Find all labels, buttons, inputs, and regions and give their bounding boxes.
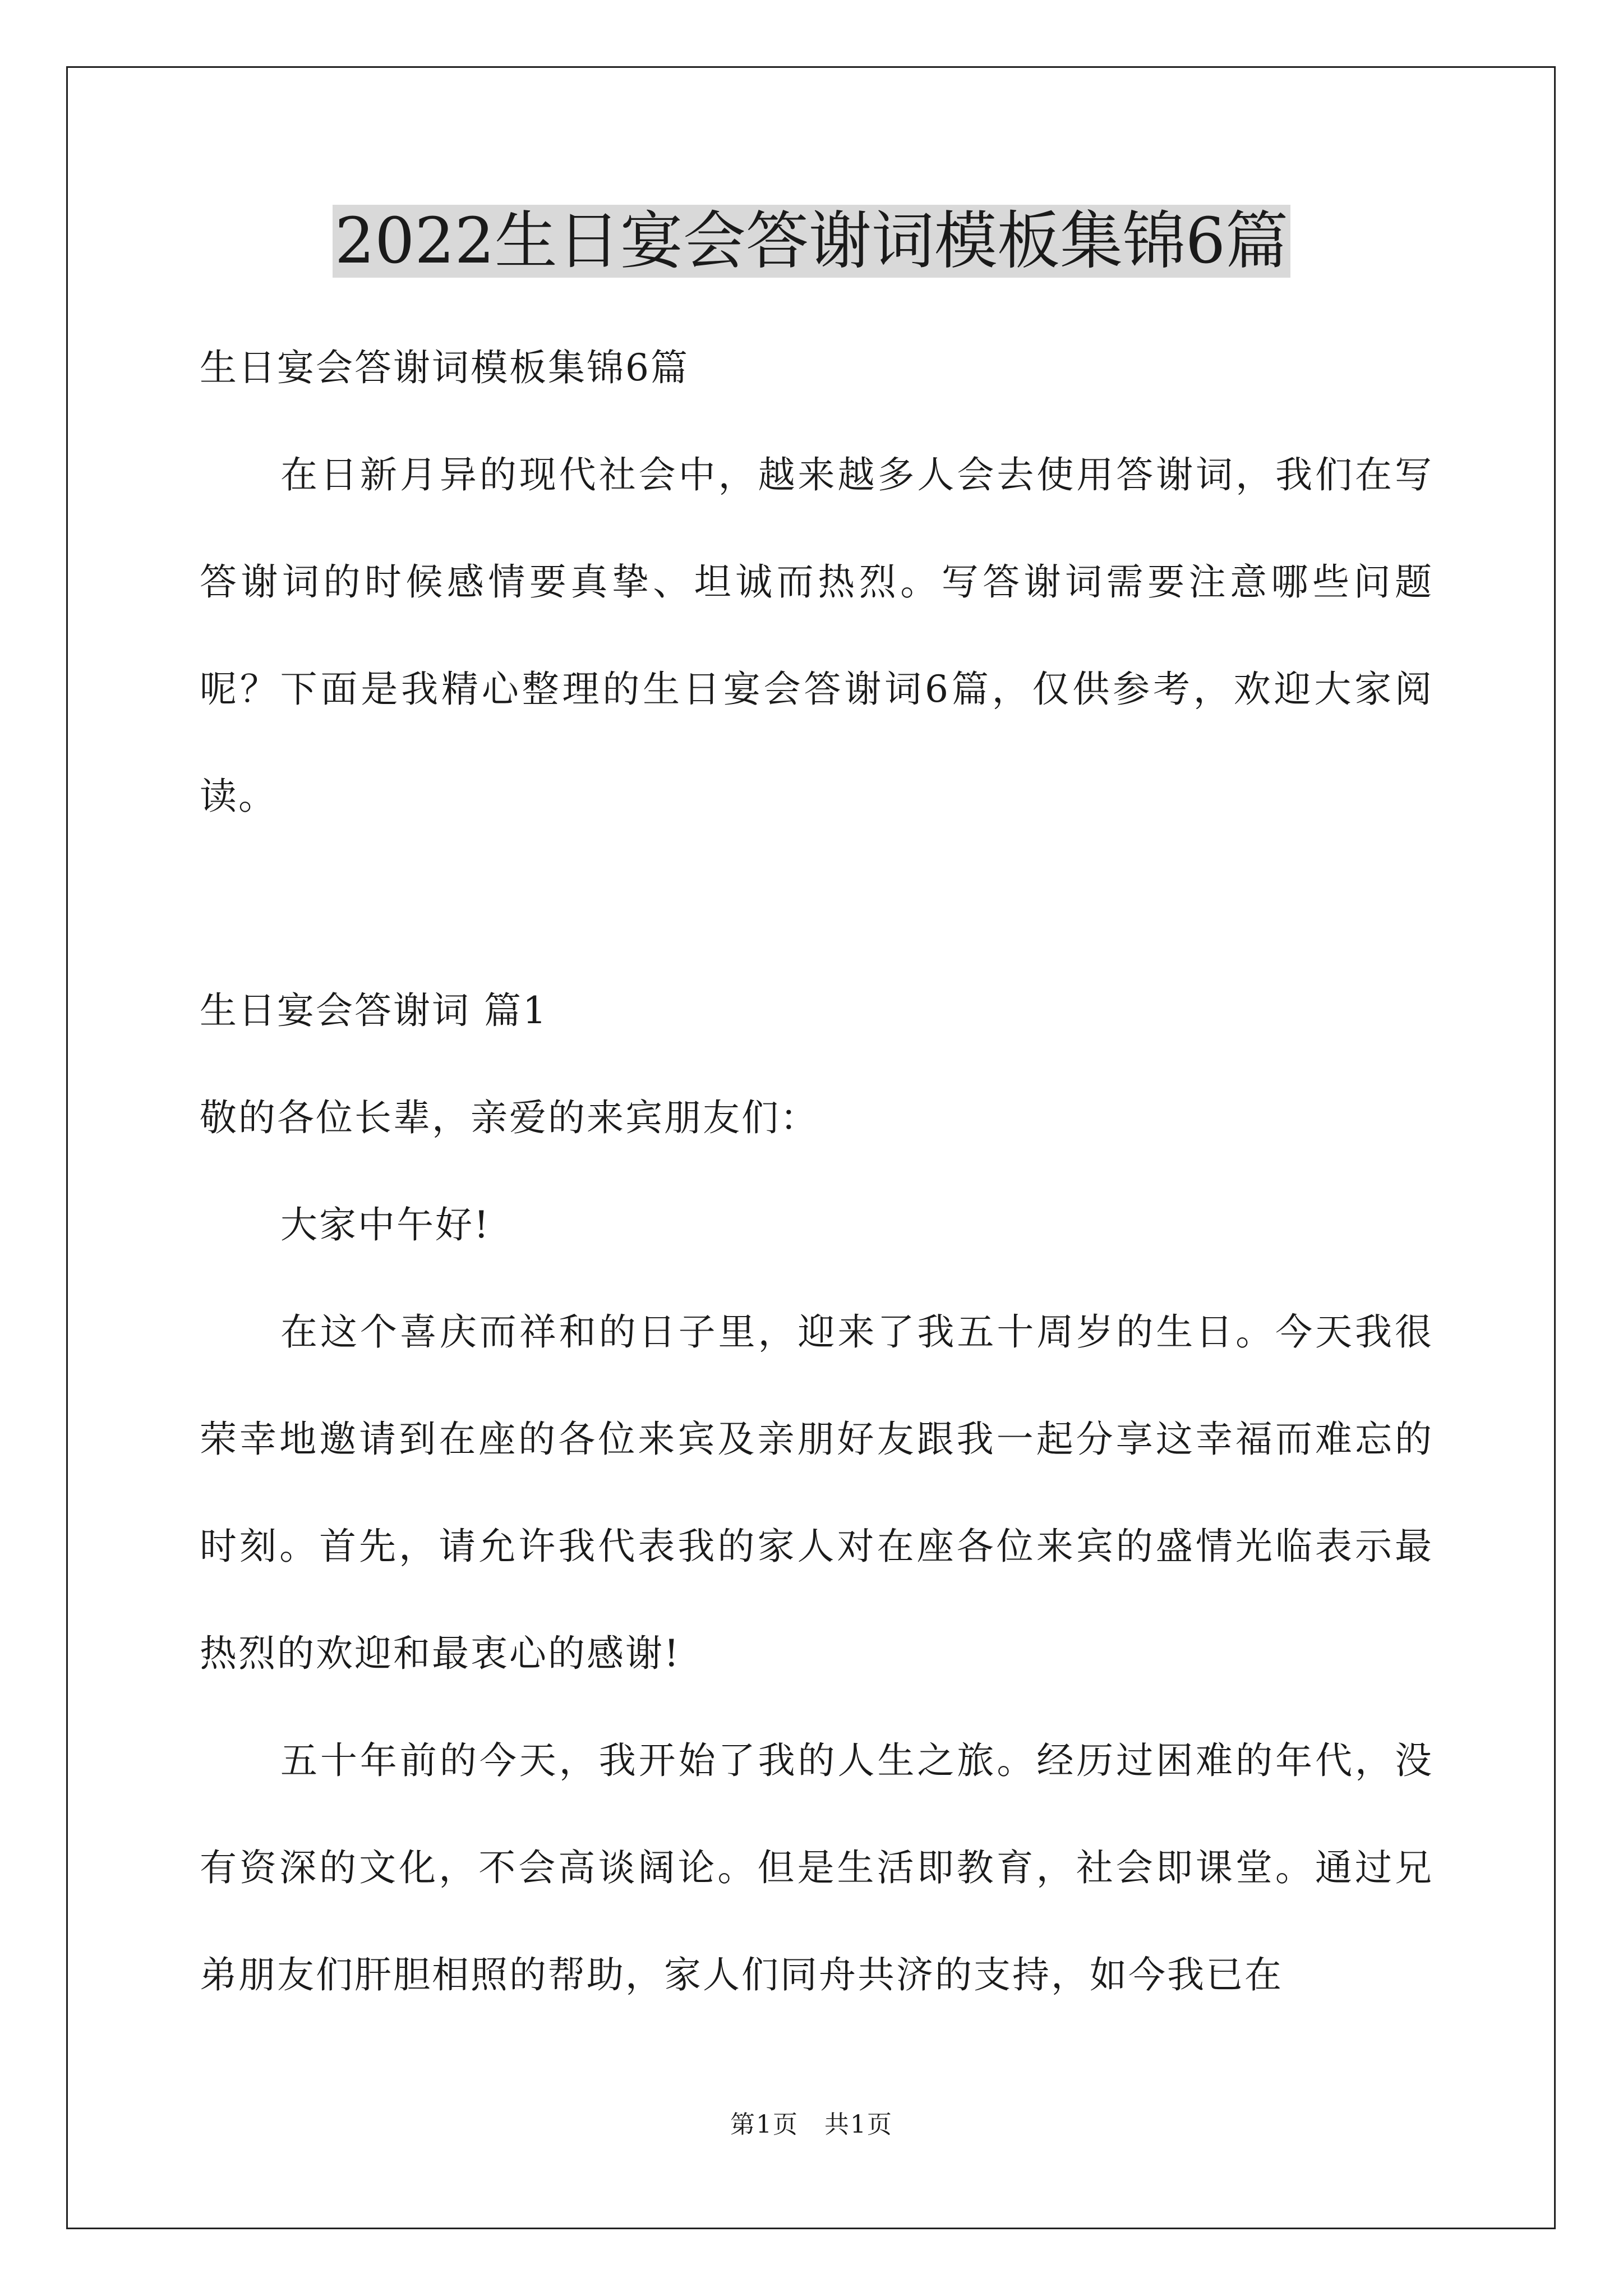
body-paragraph-1: 在这个喜庆而祥和的日子里，迎来了我五十周岁的生日。今天我很荣幸地邀请到在座的各位来宾及亲朋好友跟我一起分享这幸福而难忘的时刻。首先，请允许我代表我的家人对在座各位来宾的盛情光临表示最热烈的欢迎和最衷心的感谢! (200, 1310, 1433, 1675)
section-spacer (200, 850, 1433, 957)
salutation: 敬的各位长辈，亲爱的来宾朋友们： (200, 1096, 819, 1139)
greeting: 大家中午好! (280, 1203, 491, 1246)
body-paragraph-2: 五十年前的今天，我开始了我的人生之旅。经历过困难的年代，没有资深的文化，不会高谈阔论。但是生活即教育，社会即课堂。通过兄弟朋友们肝胆相照的帮助，家人们同舟共济的支持，如今我已在 (200, 1739, 1433, 1996)
intro-paragraph: 在日新月异的现代社会中，越来越多人会去使用答谢词，我们在写答谢词的时候感情要真挚、坦诚而热烈。写答谢词需要注意哪些问题呢？下面是我精心整理的生日宴会答谢词6篇，仅供参考，欢迎大家阅读。 (200, 453, 1433, 818)
document-subtitle: 生日宴会答谢词模板集锦6篇 (200, 346, 689, 389)
document-body (200, 314, 1433, 2028)
page-footer (0, 2108, 1623, 2142)
document-title (0, 199, 1623, 283)
section-heading: 生日宴会答谢词 篇1 (200, 989, 548, 1032)
page-number-total: 共1页 (824, 2110, 893, 2139)
document-title-text: 2022生日宴会答谢词模板集锦6篇 (333, 205, 1290, 278)
page-number-current: 第1页 (730, 2110, 799, 2139)
